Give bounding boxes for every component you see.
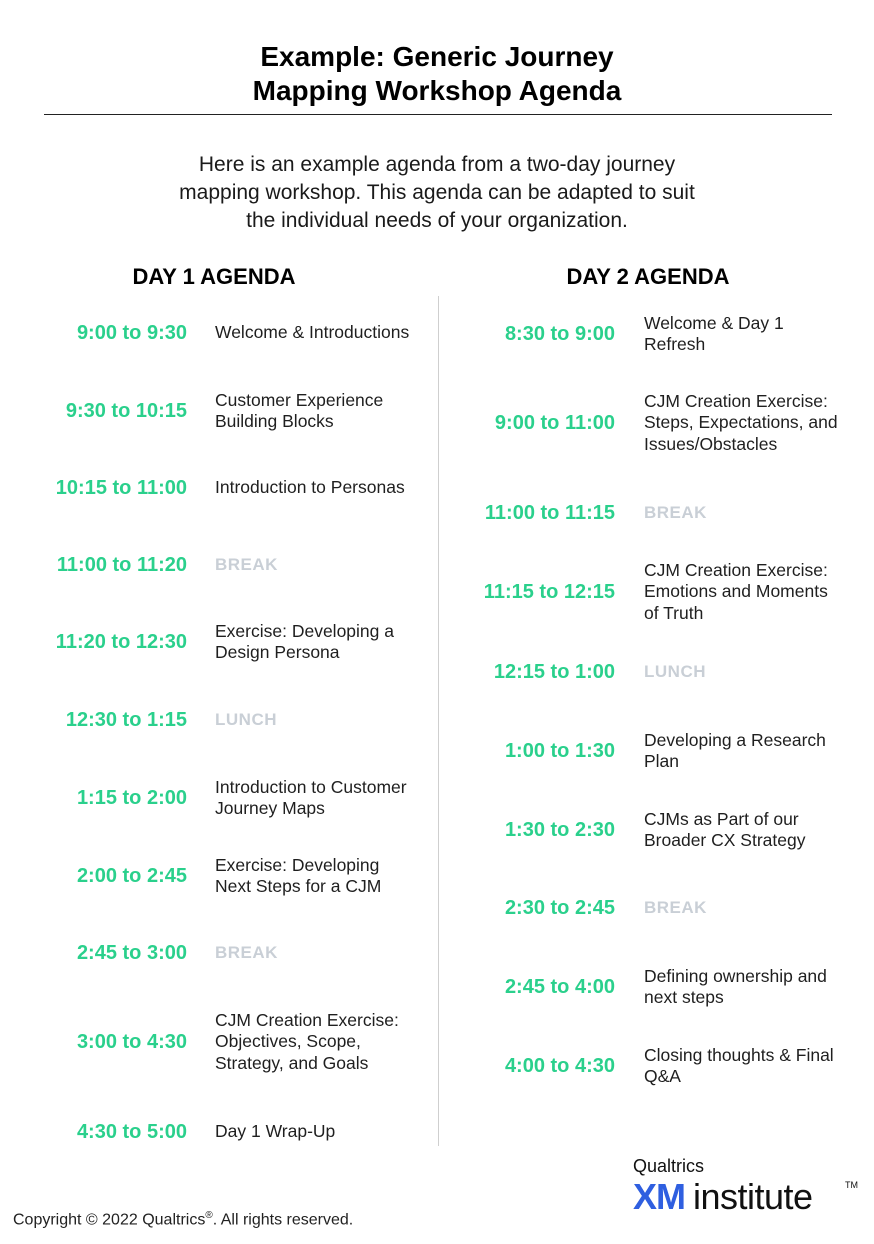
agenda-activity-text: CJM Creation Exercise: Emotions and Moments of Truth — [644, 559, 828, 623]
page-title-line-2: Mapping Workshop Agenda — [252, 75, 622, 106]
agenda-time: 11:15 to 12:15 — [483, 580, 615, 603]
agenda-activity-text: Welcome & Introductions — [215, 322, 410, 343]
agenda-time: 3:00 to 4:30 — [76, 1030, 187, 1053]
agenda-activity-text: Defining ownership and next steps — [644, 965, 827, 1007]
logo-trademark: TM — [845, 1180, 858, 1190]
agenda-time: 4:00 to 4:30 — [504, 1054, 615, 1077]
agenda-break-label — [644, 642, 844, 702]
agenda-time: 8:30 to 9:00 — [504, 322, 615, 345]
agenda-time: 4:30 to 5:00 — [76, 1120, 187, 1143]
agenda-time: 11:20 to 12:30 — [55, 630, 187, 653]
agenda-time: 1:15 to 2:00 — [76, 786, 187, 809]
agenda-activity — [644, 1036, 844, 1096]
agenda-time: 1:30 to 2:30 — [504, 818, 615, 841]
agenda-activity-text: BREAK — [644, 503, 707, 523]
agenda-activity — [644, 957, 844, 1017]
agenda-activity-text: Customer Experience Building Blocks — [215, 389, 384, 431]
agenda-activity — [644, 304, 844, 364]
agenda-activity-text: LUNCH — [215, 710, 277, 730]
day2-title: DAY 2 AGENDA — [566, 264, 730, 289]
logo-qualtrics: Qualtrics — [633, 1156, 705, 1176]
agenda-activity-text: Introduction to Personas — [215, 477, 405, 498]
agenda-activity-text: Welcome & Day 1 Refresh — [644, 312, 784, 354]
page-title-line-1: Example: Generic Journey — [260, 41, 614, 72]
agenda-time: 2:30 to 2:45 — [504, 896, 615, 919]
agenda-time: 11:00 to 11:15 — [484, 501, 615, 524]
agenda-time: 9:00 to 9:30 — [76, 321, 187, 344]
agenda-activity-text: Day 1 Wrap-Up — [215, 1121, 336, 1142]
agenda-activity-text: BREAK — [215, 943, 278, 963]
logo-institute: institute — [693, 1176, 813, 1217]
copyright — [13, 1210, 353, 1229]
agenda-time: 2:45 to 4:00 — [504, 975, 615, 998]
agenda-time: 9:00 to 11:00 — [494, 411, 615, 434]
agenda-row — [0, 1102, 874, 1162]
agenda-time: 11:00 to 11:20 — [56, 553, 187, 576]
agenda-row — [0, 304, 874, 364]
agenda-break-label — [644, 878, 844, 938]
agenda-activity — [644, 390, 844, 454]
agenda-activity-text: Introduction to Customer Journey Maps — [215, 776, 407, 818]
agenda-row — [0, 957, 874, 1017]
agenda-activity-text: Closing thoughts & Final Q&A — [644, 1044, 834, 1086]
agenda-activity-text: BREAK — [644, 898, 707, 918]
page-title — [0, 40, 874, 108]
logo-xm: XM — [633, 1176, 685, 1217]
intro-line-3: the individual needs of your organization. — [246, 209, 628, 232]
intro-line-2: mapping workshop. This agenda can be adapted to suit — [179, 181, 695, 204]
agenda-activity-text: CJM Creation Exercise: Objectives, Scope, Strategy, and Goals — [215, 1009, 399, 1073]
agenda-time: 9:30 to 10:15 — [65, 399, 187, 422]
agenda-time: 12:15 to 1:00 — [493, 660, 615, 683]
agenda-activity-text: CJM Creation Exercise: Steps, Expectations, and Issues/Obstacles — [644, 390, 838, 454]
agenda-activity-text: Exercise: Developing Next Steps for a CJM — [215, 854, 382, 896]
agenda-row — [0, 559, 874, 623]
agenda-row — [0, 390, 874, 454]
agenda-activity-text: Developing a Research Plan — [644, 729, 826, 771]
agenda-time: 12:30 to 1:15 — [65, 708, 187, 731]
copyright-rights: . All rights reserved. — [212, 1211, 354, 1229]
agenda-time: 2:45 to 3:00 — [76, 941, 187, 964]
agenda-activity-text: BREAK — [215, 555, 278, 575]
agenda-row — [0, 878, 874, 938]
agenda-activity-text: CJMs as Part of our Broader CX Strategy — [644, 808, 806, 850]
agenda-break-label — [644, 483, 844, 543]
day1-title: DAY 1 AGENDA — [132, 264, 296, 289]
agenda-time: 10:15 to 11:00 — [55, 476, 187, 499]
intro-line-1: Here is an example agenda from a two-day journey — [198, 153, 676, 176]
xm-institute-logo — [633, 1156, 863, 1220]
agenda-row — [0, 1036, 874, 1096]
agenda-row — [0, 642, 874, 702]
agenda-row — [0, 483, 874, 543]
agenda-activity — [644, 721, 844, 781]
intro-paragraph — [137, 151, 737, 235]
agenda-time: 2:00 to 2:45 — [76, 864, 187, 887]
title-divider — [44, 114, 832, 115]
registered-mark: ® — [205, 1210, 213, 1221]
agenda-row — [0, 721, 874, 781]
agenda-activity — [644, 559, 844, 623]
copyright-text: Copyright © 2022 Qualtrics — [13, 1211, 206, 1229]
agenda-time: 1:00 to 1:30 — [504, 739, 615, 762]
agenda-activity-text: LUNCH — [644, 662, 706, 682]
agenda-activity — [215, 1102, 420, 1162]
agenda-activity — [644, 800, 844, 860]
agenda-row — [0, 800, 874, 860]
agenda-activity-text: Exercise: Developing a Design Persona — [215, 620, 394, 662]
